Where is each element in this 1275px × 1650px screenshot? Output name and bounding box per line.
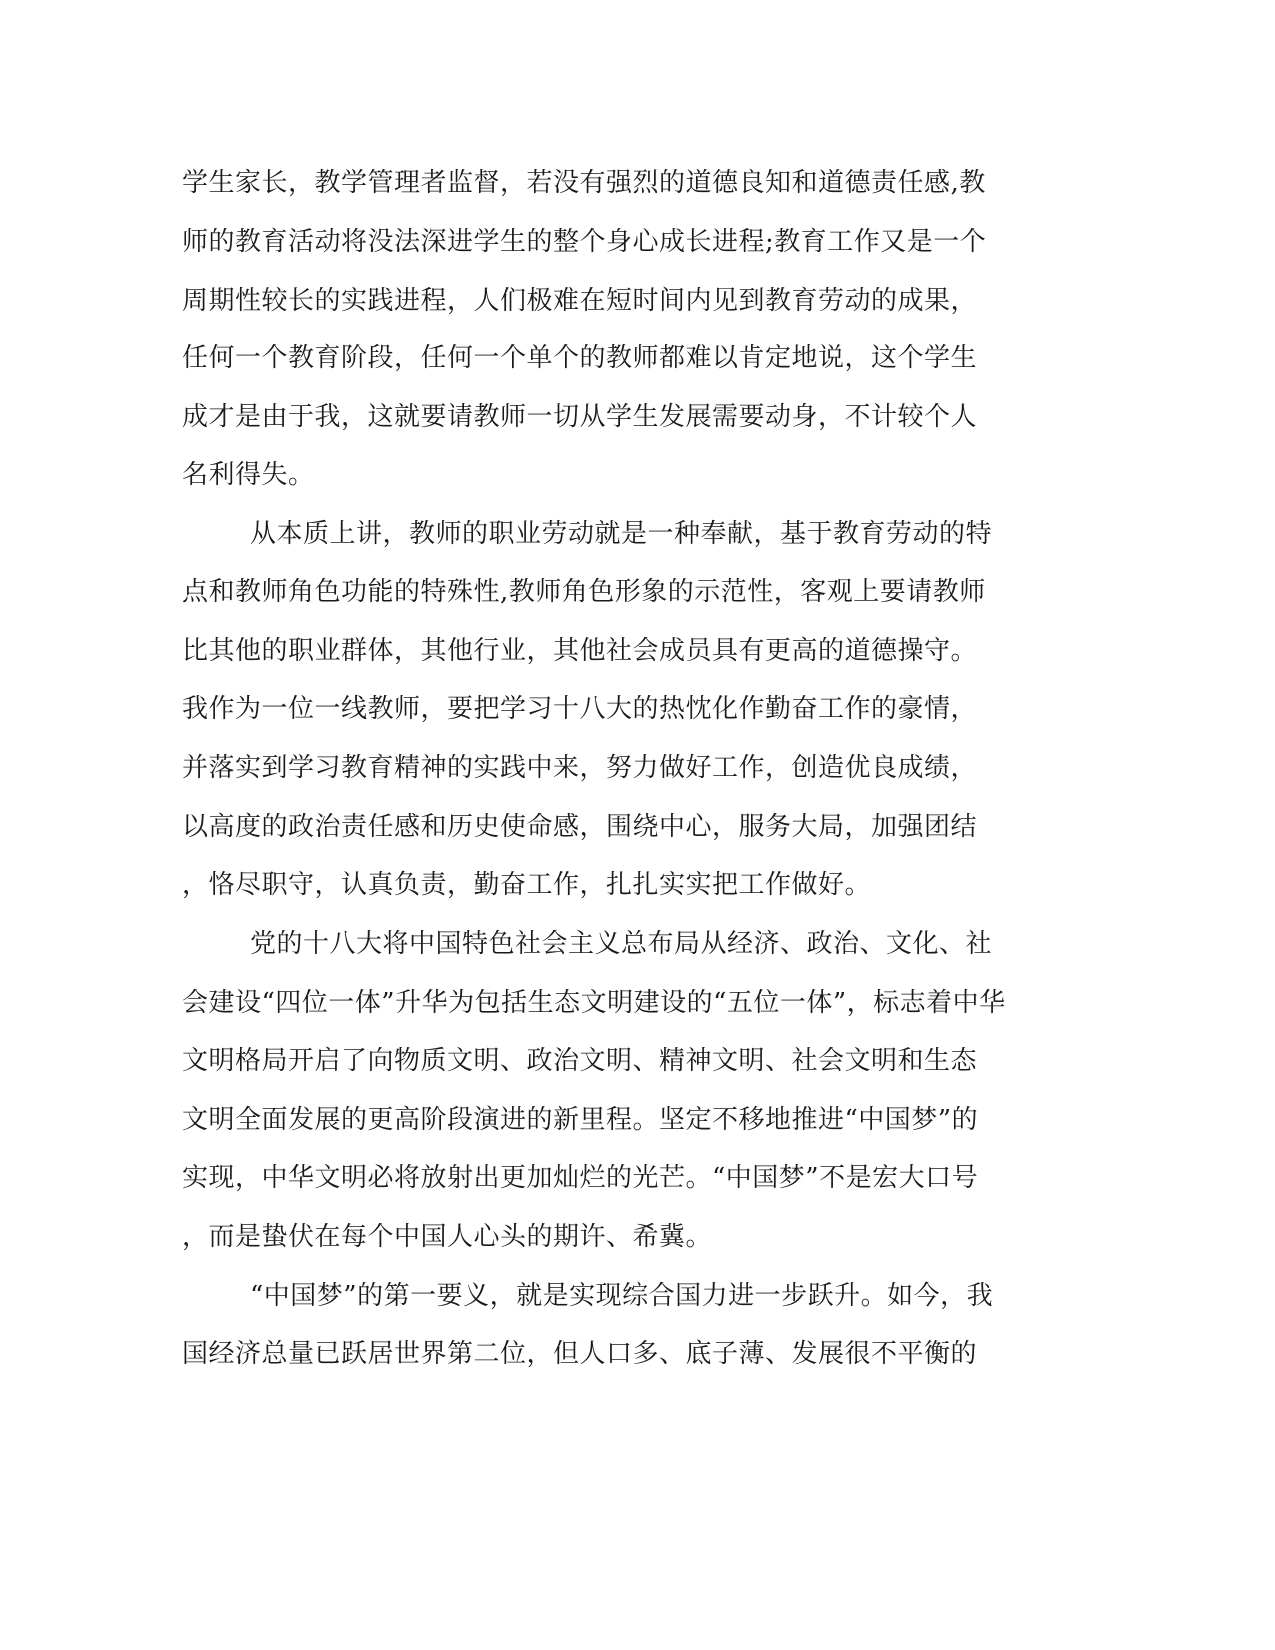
text-line: 周期性较长的实践进程，人们极难在短时间内见到教育劳动的成果，: [182, 286, 978, 316]
text-line: 任何一个教育阶段，任何一个单个的教师都难以肯定地说，这个学生: [182, 343, 978, 373]
text-line: 以高度的政治责任感和历史使命感，围绕中心，服务大局，加强团结: [182, 812, 978, 842]
text-line: 点和教师角色功能的特殊性,教师角色形象的示范性，客观上要请教师: [182, 577, 986, 607]
text-line: 名利得失。: [182, 460, 315, 490]
text-line: 党的十八大将中国特色社会主义总布局从经济、政治、文化、社: [250, 929, 993, 959]
text-line: 文明全面发展的更高阶段演进的新里程。坚定不移地推进“中国梦”的: [182, 1105, 979, 1135]
text-line: 从本质上讲，教师的职业劳动就是一种奉献，基于教育劳动的特: [250, 519, 993, 549]
text-line: ，而是蛰伏在每个中国人心头的期许、希冀。: [182, 1222, 713, 1252]
text-line: “中国梦”的第一要义，就是实现综合国力进一步跃升。如今，我: [250, 1281, 994, 1311]
text-line: 实现，中华文明必将放射出更加灿烂的光芒。“中国梦”不是宏大口号: [182, 1163, 979, 1193]
text-line: 比其他的职业群体，其他行业，其他社会成员具有更高的道德操守。: [182, 636, 978, 666]
text-line: 成才是由于我，这就要请教师一切从学生发展需要动身，不计较个人: [182, 402, 978, 432]
text-line: 师的教育活动将没法深进学生的整个身心成长进程;教育工作又是一个: [182, 227, 987, 257]
text-line: 国经济总量已跃居世界第二位，但人口多、底子薄、发展很不平衡的: [182, 1339, 978, 1369]
text-line: 学生家长，教学管理者监督，若没有强烈的道德良知和道德责任感,教: [182, 168, 986, 198]
text-line: 文明格局开启了向物质文明、政治文明、精神文明、社会文明和生态: [182, 1046, 978, 1076]
text-line: 会建设“四位一体”升华为包括生态文明建设的“五位一体”，标志着中华: [182, 988, 1006, 1018]
text-line: ，恪尽职守，认真负责，勤奋工作，扎扎实实把工作做好。: [182, 870, 872, 900]
text-line: 我作为一位一线教师，要把学习十八大的热忱化作勤奋工作的豪情，: [182, 694, 978, 724]
text-line: 并落实到学习教育精神的实践中来，努力做好工作，创造优良成绩，: [182, 753, 978, 783]
